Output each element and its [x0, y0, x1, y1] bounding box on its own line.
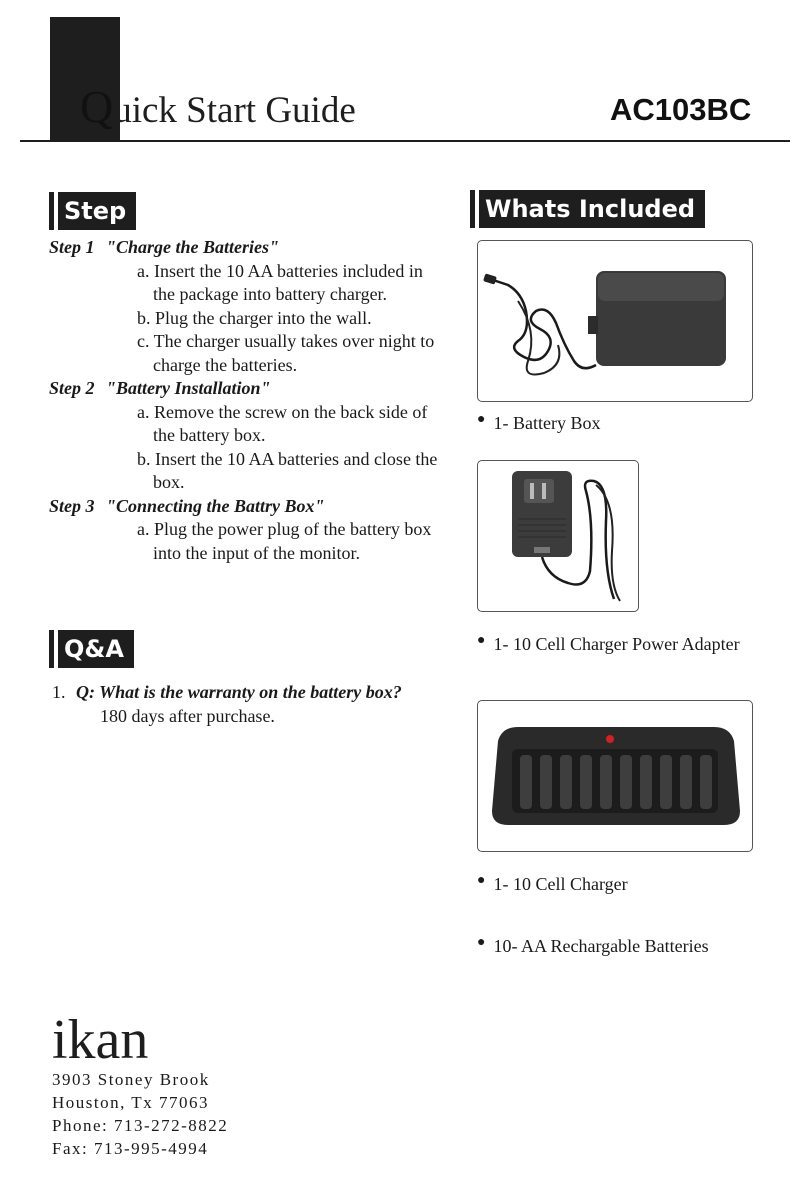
logo-text: ikan: [52, 1009, 149, 1066]
step-item: b. Plug the charger into the wall.: [137, 307, 372, 328]
bullet-dot-icon: ●: [477, 633, 486, 648]
company-address: [52, 1068, 228, 1160]
section-heading-qa-label: Q&A: [58, 630, 134, 668]
power-adapter-image: [478, 461, 638, 611]
fax-number: Fax: 713-995-4994: [52, 1139, 209, 1158]
page-title: [80, 80, 356, 133]
model-number: AC103BC: [610, 92, 752, 127]
qa-list: [52, 680, 462, 728]
bullet-dot-icon: ●: [477, 935, 486, 950]
included-item: ● 1- 10 Cell Charger: [477, 873, 628, 894]
included-item: ● 10- AA Rechargable Batteries: [477, 935, 709, 956]
title-rest: uick Start Guide: [113, 90, 356, 131]
qa-answer: 180 days after purchase.: [100, 706, 275, 726]
battery-box-image: [478, 241, 752, 401]
address-line: Houston, Tx 77063: [52, 1093, 209, 1112]
address-line: 3903 Stoney Brook: [52, 1070, 210, 1089]
step-item: a. Insert the 10 AA batteries included in the package into battery charger.: [137, 260, 423, 304]
phone-number: Phone: 713-272-8822: [52, 1116, 229, 1135]
step-heading: Step 1 "Charge the Batteries": [49, 237, 279, 257]
bullet-dot-icon: ●: [477, 412, 486, 427]
battery-box-photo: [477, 240, 753, 402]
section-heading-included-label: Whats Included: [479, 190, 705, 228]
charger-photo: [477, 700, 753, 852]
included-item: ● 1- 10 Cell Charger Power Adapter: [477, 633, 740, 654]
steps-list: [49, 236, 449, 565]
step-item: c. The charger usually takes over night to charge the batteries.: [137, 331, 435, 375]
step-item: a. Plug the power plug of the battery box into the input of the monitor.: [137, 519, 432, 563]
header-divider: [20, 140, 790, 142]
bullet-dot-icon: ●: [477, 873, 486, 888]
step-item: a. Remove the screw on the back side of the battery box.: [137, 401, 428, 445]
step-item: b. Insert the 10 AA batteries and close the box.: [137, 448, 438, 492]
included-item: ● 1- Battery Box: [477, 412, 601, 433]
qa-question: 1. Q: What is the warranty on the battery box?: [52, 682, 402, 702]
section-heading-step-label: Step: [58, 192, 136, 230]
power-adapter-photo: [477, 460, 639, 612]
charger-image: [478, 701, 752, 851]
ikan-logo: [52, 1008, 192, 1066]
step-heading: Step 2 "Battery Installation": [49, 378, 271, 398]
step-heading: Step 3 "Connecting the Battry Box": [49, 495, 325, 516]
title-initial: Q: [80, 81, 114, 132]
